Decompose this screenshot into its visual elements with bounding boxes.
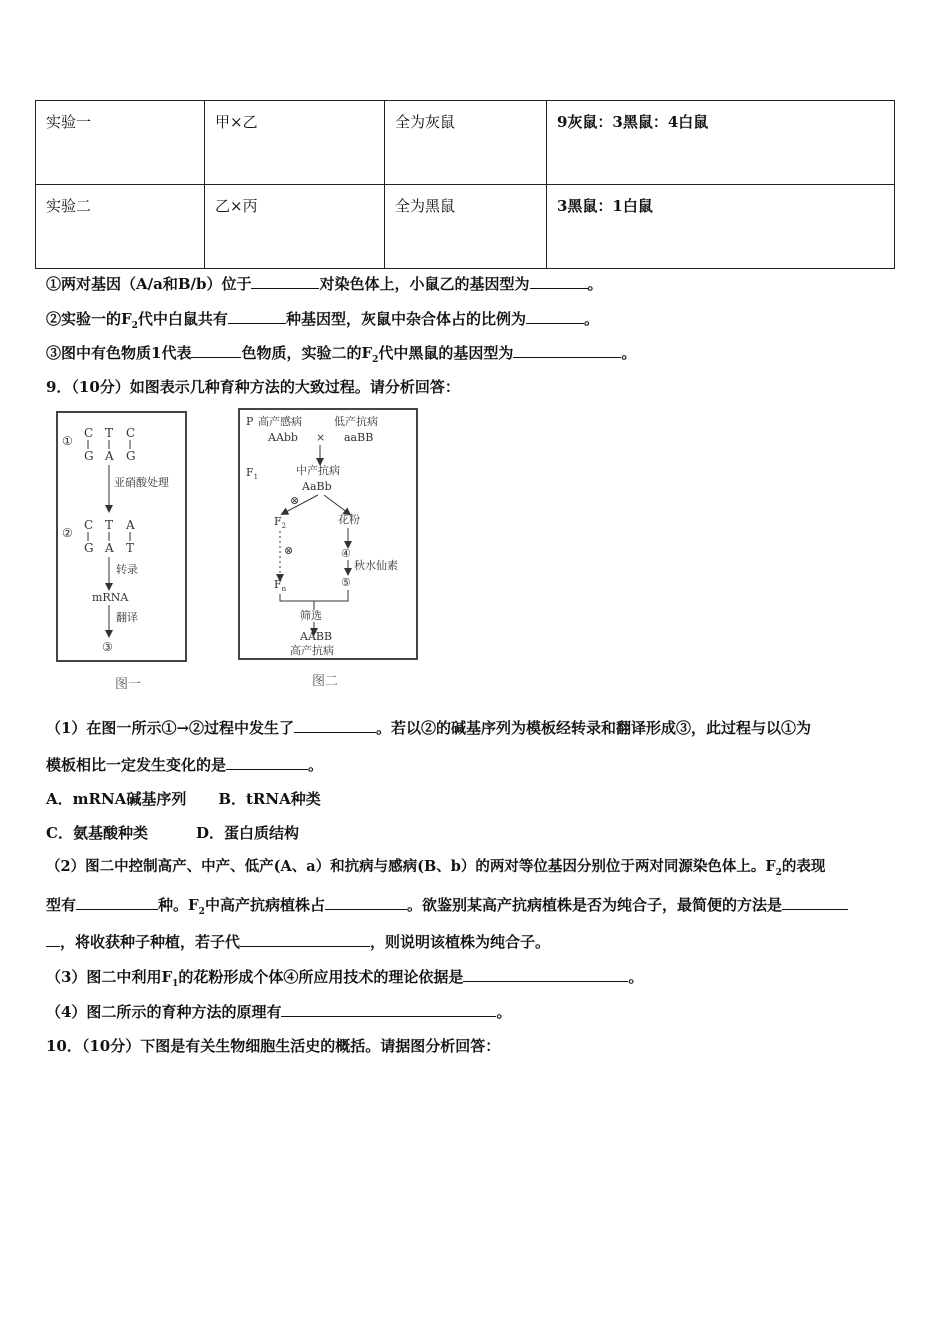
- answer-blank[interactable]: [294, 718, 376, 733]
- answer-blank[interactable]: [513, 343, 621, 358]
- q9-title: 9．（10分）如图表示几种育种方法的大致过程。请分析回答：: [46, 378, 460, 396]
- f1-genotype: AaBb: [302, 480, 332, 493]
- q9-s2-line-2: [46, 895, 848, 922]
- table-cell: 3黑鼠：1白鼠: [547, 185, 895, 269]
- text: 。: [587, 275, 603, 293]
- circle-5-label: ⑤: [341, 576, 351, 589]
- parent-1-genotype: AAbb: [268, 431, 298, 444]
- text: 代中白鼠共有: [137, 310, 228, 328]
- text: 模板相比一定发生变化的是: [46, 756, 227, 774]
- text: ，则说明该植株为纯合子。: [370, 933, 551, 951]
- text: 型有: [46, 896, 77, 914]
- q9-s2-line-3: [46, 932, 550, 952]
- parent-1-phenotype: 高产感病: [258, 415, 302, 428]
- answer-blank[interactable]: [228, 309, 286, 324]
- figure-1-caption: 图一: [115, 677, 142, 692]
- base: G: [84, 449, 94, 463]
- text: 色物质，实验二的F: [241, 344, 373, 362]
- base: A: [126, 518, 135, 532]
- subscript: 2: [198, 907, 205, 917]
- table-cell: 乙×丙: [205, 185, 385, 269]
- answer-blank[interactable]: [530, 274, 588, 289]
- circle-1-label: ①: [62, 434, 73, 448]
- answer-blank[interactable]: [325, 895, 407, 910]
- base: A: [105, 449, 114, 463]
- cross-symbol: ×: [316, 431, 326, 444]
- self-cross-symbol: ⊗: [290, 494, 300, 507]
- circle-2-label: ②: [62, 526, 73, 540]
- base: C: [126, 426, 136, 440]
- result-phenotype: 高产抗病: [290, 644, 334, 657]
- text: 。欲鉴别某高产抗病植株是否为纯合子，最简便的方法是: [406, 896, 782, 914]
- text: 的花粉形成个体④所应用技术的理论依据是: [178, 968, 464, 986]
- q8-line-1: [46, 274, 603, 294]
- process-label: 翻译: [116, 611, 138, 624]
- answer-blank[interactable]: [281, 1002, 496, 1017]
- circle-3-label: ③: [102, 640, 113, 654]
- table-cell: 实验二: [36, 185, 205, 269]
- q9-options-ab: [46, 789, 321, 809]
- text: （3）图二中利用F: [46, 968, 173, 986]
- text: 。若以②的碱基序列为模板经转录和翻译形成③，此过程与以①为: [376, 719, 812, 737]
- parent-2-genotype: aaBB: [344, 431, 374, 444]
- base: T: [126, 541, 135, 555]
- base: A: [105, 541, 114, 555]
- base: C: [84, 518, 94, 532]
- figure-2-caption: 图二: [312, 674, 339, 689]
- subscript: 1: [172, 979, 179, 989]
- colchicine-label: 秋水仙素: [354, 559, 398, 572]
- option-b[interactable]: B．tRNA种类: [218, 790, 321, 808]
- subscript: 2: [372, 355, 379, 365]
- q9-options-cd: [46, 823, 299, 843]
- q9-s3: [46, 967, 643, 994]
- table-row: [36, 101, 895, 185]
- base: G: [84, 541, 94, 555]
- answer-blank[interactable]: [782, 895, 848, 910]
- base: C: [84, 426, 94, 440]
- text: 对染色体上，小鼠乙的基因型为: [319, 275, 530, 293]
- figure-2: [238, 408, 418, 660]
- answer-blank[interactable]: [251, 274, 319, 289]
- experiment-table: [35, 100, 895, 269]
- text: ③图中有色物质1代表: [46, 344, 192, 362]
- q8-line-3: [46, 343, 636, 370]
- q9-s1-line-1: [46, 718, 811, 738]
- text: 中高产抗病植株占: [204, 896, 325, 914]
- text: 种。F: [158, 896, 199, 914]
- text: （1）在图一所示①→②过程中发生了: [46, 719, 295, 737]
- process-label: 亚硝酸处理: [114, 476, 169, 489]
- base: G: [126, 449, 136, 463]
- base: T: [105, 518, 114, 532]
- option-d[interactable]: D．蛋白质结构: [195, 824, 299, 842]
- p-label: P: [246, 415, 254, 428]
- q10-title: 10．（10分）下图是有关生物细胞生活史的概括。请据图分析回答：: [46, 1037, 501, 1055]
- q9-s4: [46, 1002, 511, 1022]
- selection-label: 筛选: [300, 609, 322, 622]
- text: 代中黑鼠的基因型为: [378, 344, 514, 362]
- answer-blank[interactable]: [240, 932, 370, 947]
- text: 的表现: [781, 858, 826, 875]
- result-genotype: AABB: [300, 630, 333, 643]
- subscript: 2: [131, 321, 138, 331]
- answer-blank[interactable]: [526, 309, 584, 324]
- fn-label: $F_n$: [274, 578, 287, 593]
- text: 。: [621, 344, 637, 362]
- text: ②实验一的F: [46, 310, 132, 328]
- text: （2）图二中控制高产、中产、低产(A、a）和抗病与感病(B、b）的两对等位基因分别位于两对同源染色体上。F: [46, 858, 776, 875]
- process-label: 转录: [116, 563, 138, 576]
- answer-blank[interactable]: [46, 932, 60, 947]
- self-cross-symbol: ⊗: [284, 544, 294, 557]
- table-cell: 9灰鼠：3黑鼠：4白鼠: [547, 101, 895, 185]
- table-row: [36, 185, 895, 269]
- text: ，将收获种子种植，若子代: [60, 933, 241, 951]
- text: ①两对基因（A/a和B/b）位于: [46, 275, 252, 293]
- f2-label: $F_2$: [274, 515, 287, 530]
- text: 。: [628, 968, 644, 986]
- option-c[interactable]: C．氨基酸种类: [46, 824, 148, 842]
- subscript: 2: [775, 867, 782, 878]
- merge-line: [280, 590, 348, 601]
- text: （4）图二所示的育种方法的原理有: [46, 1003, 282, 1021]
- figure-1: [56, 411, 187, 662]
- parent-2-phenotype: 低产抗病: [334, 415, 378, 428]
- q9-s1-line-2: [46, 755, 323, 775]
- pollen-label: 花粉: [338, 513, 360, 526]
- text: 。: [308, 756, 324, 774]
- text: 。: [496, 1003, 512, 1021]
- q8-line-2: [46, 309, 599, 336]
- table-cell: 实验一: [36, 101, 205, 185]
- option-a[interactable]: A．mRNA碱基序列: [46, 790, 187, 808]
- table-cell: 全为黑鼠: [385, 185, 547, 269]
- arrow: [324, 495, 348, 513]
- text: 种基因型，灰鼠中杂合体占的比例为: [285, 310, 526, 328]
- answer-blank[interactable]: [76, 895, 158, 910]
- answer-blank[interactable]: [191, 343, 241, 358]
- q9-s2-line-1: [46, 857, 825, 883]
- text: 。: [583, 310, 599, 328]
- f1-label: $F_1$: [246, 466, 259, 481]
- f1-phenotype: 中产抗病: [296, 464, 340, 477]
- base: T: [105, 426, 114, 440]
- table-cell: 全为灰鼠: [385, 101, 547, 185]
- answer-blank[interactable]: [463, 967, 628, 982]
- answer-blank[interactable]: [226, 755, 308, 770]
- mrna-label: mRNA: [92, 591, 129, 604]
- circle-4-label: ④: [341, 547, 351, 560]
- table-cell: 甲×乙: [205, 101, 385, 185]
